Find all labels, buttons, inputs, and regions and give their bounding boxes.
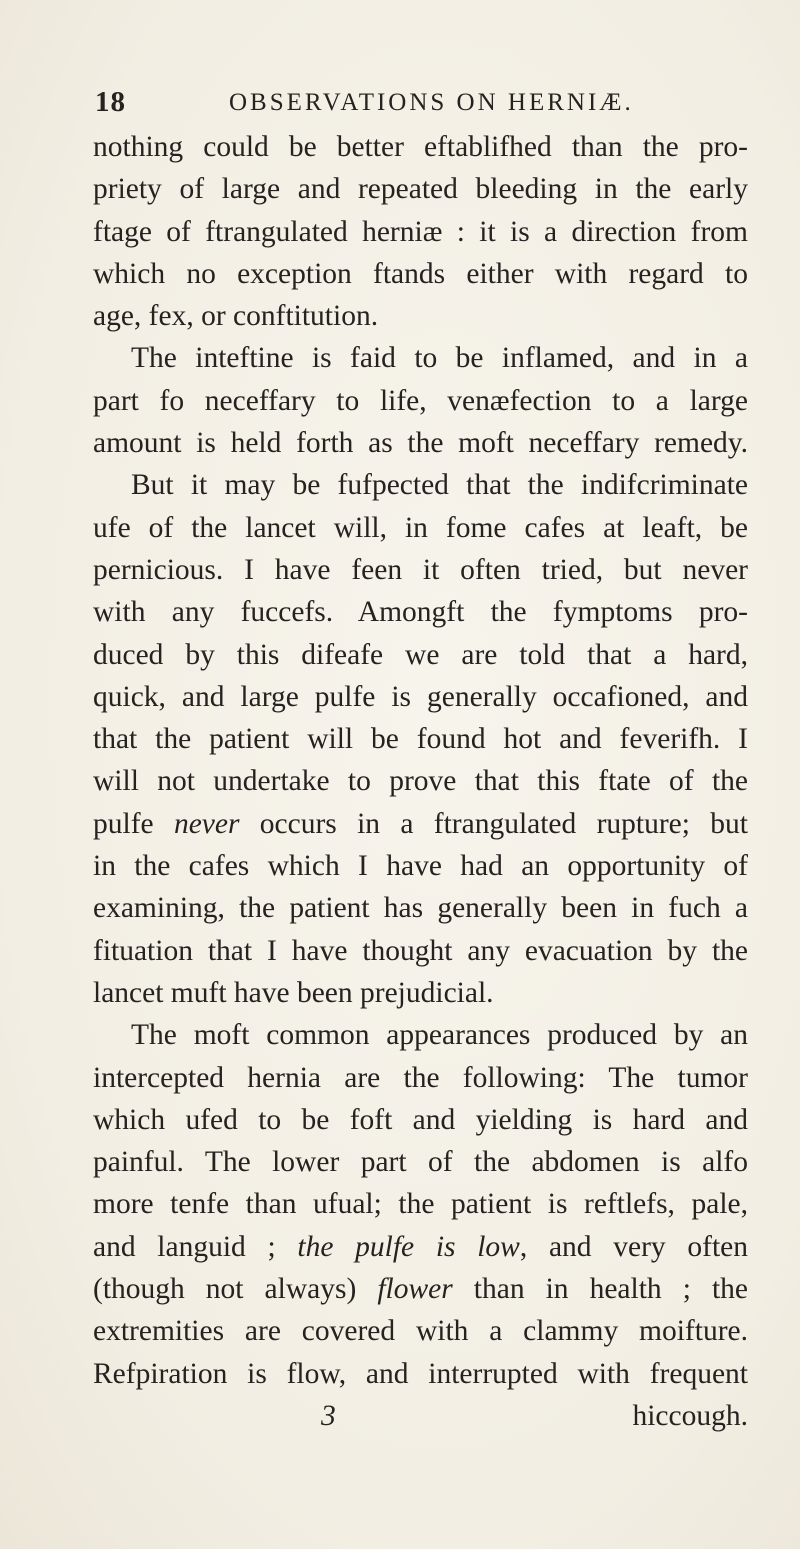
italic-word: never (173, 807, 240, 840)
text-line: will not undertake to prove that this ftate of the (93, 765, 748, 798)
running-head (95, 86, 735, 126)
text-line: amount is held forth as the moft neceffary remedy. (93, 427, 748, 460)
text-line: in the cafes which I have had an opportunity of (93, 850, 748, 883)
italic-word: flower (377, 1273, 453, 1306)
text-line: examining, the patient has generally been in fuch a (93, 892, 748, 925)
text-line: duced by this difeafe we are told that a hard, (93, 638, 748, 671)
text-line: lancet muft have been prejudicial. (93, 976, 494, 1009)
text-fragment: than in health ; the (452, 1273, 748, 1306)
paragraph-start-line: The inteftine is faid to be inflamed, and in a (131, 342, 748, 375)
text-line: nothing could be better eftablifhed than the pro- (93, 131, 748, 163)
page-number: 18 (95, 86, 126, 118)
text-fragment: and languid ; (93, 1230, 298, 1263)
text-fragment: occurs in a ftrangulated rupture; but (239, 807, 748, 840)
text-line: part fo neceffary to life, venæfection to a large (93, 384, 748, 417)
italic-phrase: the pulfe is low (297, 1230, 520, 1263)
text-line: which ufed to be foft and yielding is hard and (93, 1103, 748, 1136)
running-title: OBSERVATIONS ON HERNIÆ. (229, 89, 634, 116)
text-fragment: pulfe (93, 807, 174, 840)
text-line: ufe of the lancet will, in fome cafes at leaft, be (93, 511, 748, 544)
text-line: that the patient will be found hot and feverifh. I (93, 723, 748, 756)
text-line: priety of large and repeated bleeding in the early (93, 173, 748, 206)
text-line: age, fex, or conftitution. (93, 300, 379, 333)
text-line: extremities are covered with a clammy moifture. (93, 1315, 748, 1348)
text-line: painful. The lower part of the abdomen is alfo (93, 1146, 748, 1179)
text-line-with-italic (93, 1268, 748, 1310)
text-line: But it may be fufpected that the indifcriminate (131, 469, 748, 502)
body-text (93, 126, 748, 1437)
signature-mark: 3 (321, 1399, 336, 1432)
text-line: more tenfe than ufual; the patient is reftlefs, pale, (93, 1188, 748, 1221)
text-line: Refpiration is flow, and interrupted with frequent (93, 1357, 748, 1390)
text-line: with any fuccefs. Amongft the fymptoms pro- (93, 596, 748, 629)
text-fragment: (though not always) (93, 1273, 378, 1306)
text-line: intercepted hernia are the following: The tumor (93, 1061, 748, 1094)
text-line: which no exception ftands either with regard to (93, 257, 748, 290)
text-line: ftage of ftrangulated herniæ : it is a direction from (93, 215, 748, 248)
paragraph-start-line: The moft common appearances produced by an (131, 1019, 748, 1052)
text-fragment: , and very often (519, 1230, 749, 1263)
text-line: quick, and large pulfe is generally occafioned, and (93, 680, 748, 713)
text-line: pernicious. I have feen it often tried, but never (93, 553, 748, 586)
text-line: fituation that I have thought any evacuation by the (93, 934, 748, 967)
catchword: hiccough. (632, 1399, 748, 1432)
text-line-with-italic (93, 1226, 748, 1268)
text-line-with-italic (93, 803, 748, 845)
footer-line (93, 1395, 748, 1437)
